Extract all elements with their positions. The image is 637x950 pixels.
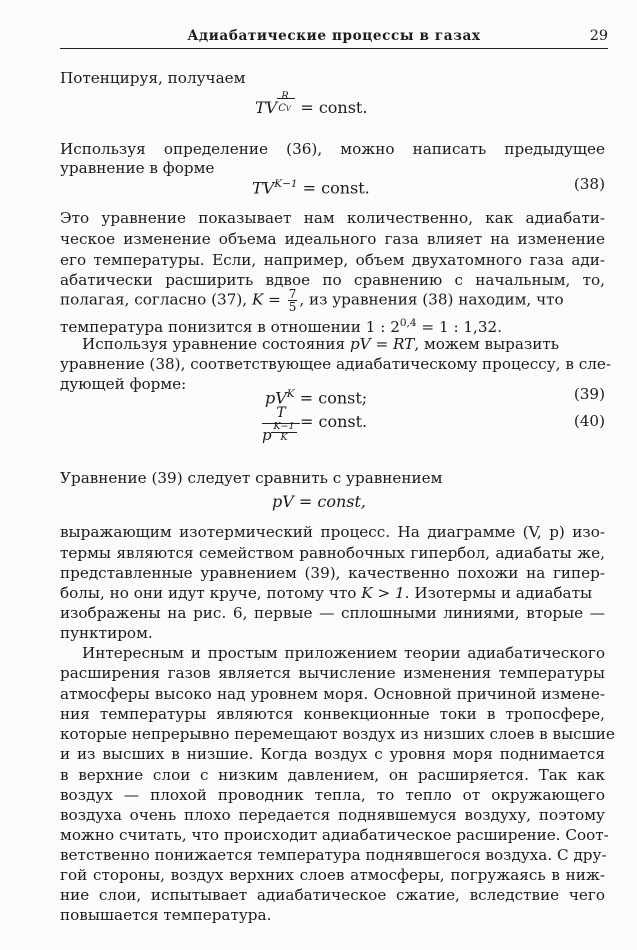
text-line: атмосферы высоко над уровнем моря. Основной причиной измене-	[60, 685, 605, 703]
text-span: Используя уравнение состояния	[82, 335, 350, 353]
exp-denominator: C	[278, 103, 286, 114]
equation-potentiated	[255, 91, 368, 118]
text-line: ческое изменение объема идеального газа влияет на изменение	[60, 230, 605, 248]
text-line: выражающим изотермический процесс. На диаграмме (V, p) изо-	[60, 523, 605, 541]
exponent-fraction	[271, 422, 297, 443]
equation-number: (39)	[573, 385, 605, 403]
equation-number: (40)	[573, 412, 605, 430]
text-span: Интересным и простым приложением теории адиабатического	[82, 644, 605, 662]
text-span: , из уравнения (38) находим, что	[299, 290, 564, 309]
text-line: дующей форме:	[60, 375, 187, 393]
text-line: Потенцируя, получаем	[60, 69, 246, 87]
text-line: ние слои, испытывает адиабатическое сжатие, вследствие чего	[60, 886, 605, 904]
text-line: и из высших в низшие. Когда воздух с уровня моря поднимается	[60, 745, 605, 763]
eq-rhs: = const;	[294, 388, 368, 408]
inline-math: pV = RT	[349, 335, 415, 353]
text-span: болы, но они идут круче, потому что	[60, 584, 362, 602]
text-line: Используя определение (36), можно написать предыдущее	[60, 140, 605, 158]
text-line: уравнение (38), соответствующее адиабатическому процессу, в сле-	[60, 355, 611, 373]
text-line: гой стороны, воздух верхних слоев атмосферы, погружаясь в ниж-	[60, 866, 605, 884]
exp-denominator-sub: V	[285, 105, 291, 113]
text-line: изображены на рис. 6, первые — сплошными линиями, вторые —	[60, 604, 605, 622]
text-line	[60, 643, 605, 663]
text-line	[60, 288, 605, 313]
exponent-denominator: K	[280, 432, 288, 443]
text-line: Уравнение (39) следует сравнить с уравнением	[60, 469, 443, 487]
running-head: Адиабатические процессы в газах	[187, 28, 481, 44]
text-line: воздух — плохой проводник тепла, то тепло от окружающего	[60, 786, 605, 804]
text-span: температура понизится в отношении	[60, 318, 366, 337]
text-line	[60, 208, 605, 228]
equation-number: (38)	[573, 175, 605, 193]
eq-exponent: K	[286, 388, 295, 400]
equation-38	[252, 174, 370, 198]
eq-rhs: = const.	[295, 98, 368, 117]
text-span: . Изотермы и адиабаты	[404, 584, 593, 602]
text-line: абатически расширить вдвое по сравнению с начальным, то,	[60, 271, 605, 289]
text-line	[60, 583, 605, 603]
text-line: ветственно понижается температура поднявшегося воздуха. С дру-	[60, 846, 607, 864]
text-line	[60, 334, 605, 354]
page-number: 29	[589, 28, 608, 44]
eq-exponent: K−1	[274, 178, 298, 190]
eq-lhs: pV	[265, 388, 287, 408]
exponent-numerator: K−1	[273, 421, 295, 432]
text-line: можно считать, что происходит адиабатическое расширение. Соот-	[60, 826, 609, 844]
fraction-denominator: p	[262, 426, 272, 444]
text-line: которые непрерывно перемещают воздух из низших слоев в высшие	[60, 725, 615, 743]
text-line: ния температуры являются конвекционные токи в тропосфере,	[60, 705, 605, 723]
inline-math: K =	[251, 290, 286, 309]
fraction-numerator: T	[276, 405, 286, 421]
inline-math-exponent: 0,4	[399, 317, 417, 329]
text-line: расширения газов является вычисление изменения температуры	[60, 664, 605, 682]
fraction-7-5	[288, 288, 298, 313]
exp-numerator: R	[281, 91, 289, 102]
text-line: воздуха очень плохо передается поднявшемуся воздуху, поэтому	[60, 806, 605, 824]
text-span: полагая, согласно (37),	[60, 290, 252, 309]
page-header	[60, 26, 608, 49]
equation-40-fraction	[262, 405, 300, 455]
inline-math: K > 1	[361, 584, 405, 602]
inline-math: pV = const,	[272, 492, 366, 511]
eq-rhs: = const.	[297, 178, 370, 198]
text-line: уравнение в форме	[60, 159, 215, 177]
text-line: его температуры. Если, например, объем двухатомного газа ади-	[60, 251, 605, 269]
text-span: , можем выразить	[414, 335, 560, 353]
inline-math: 1 : 2	[365, 318, 400, 337]
fraction-denominator: 5	[288, 300, 297, 314]
text-line: в верхние слои с низким давлением, он расширяется. Так как	[60, 766, 605, 784]
text-span: Это уравнение показывает нам количественно, как адиабати-	[60, 209, 605, 227]
text-line: представленные уравнением (39), качественно похожи на гипер-	[60, 564, 605, 582]
text-line: термы являются семейством равнобочных гипербол, адиабаты же,	[60, 544, 605, 562]
text-line: пунктиром.	[60, 624, 153, 642]
equation-isothermal	[272, 492, 366, 512]
text-line: повышается температура.	[60, 906, 272, 924]
eq-lhs: TV	[255, 98, 278, 117]
eq-lhs: TV	[252, 178, 275, 198]
inline-math: = 1 : 1,32.	[416, 318, 503, 337]
fraction-numerator: 7	[288, 287, 297, 301]
equation-40-rhs: = const.	[300, 412, 368, 431]
